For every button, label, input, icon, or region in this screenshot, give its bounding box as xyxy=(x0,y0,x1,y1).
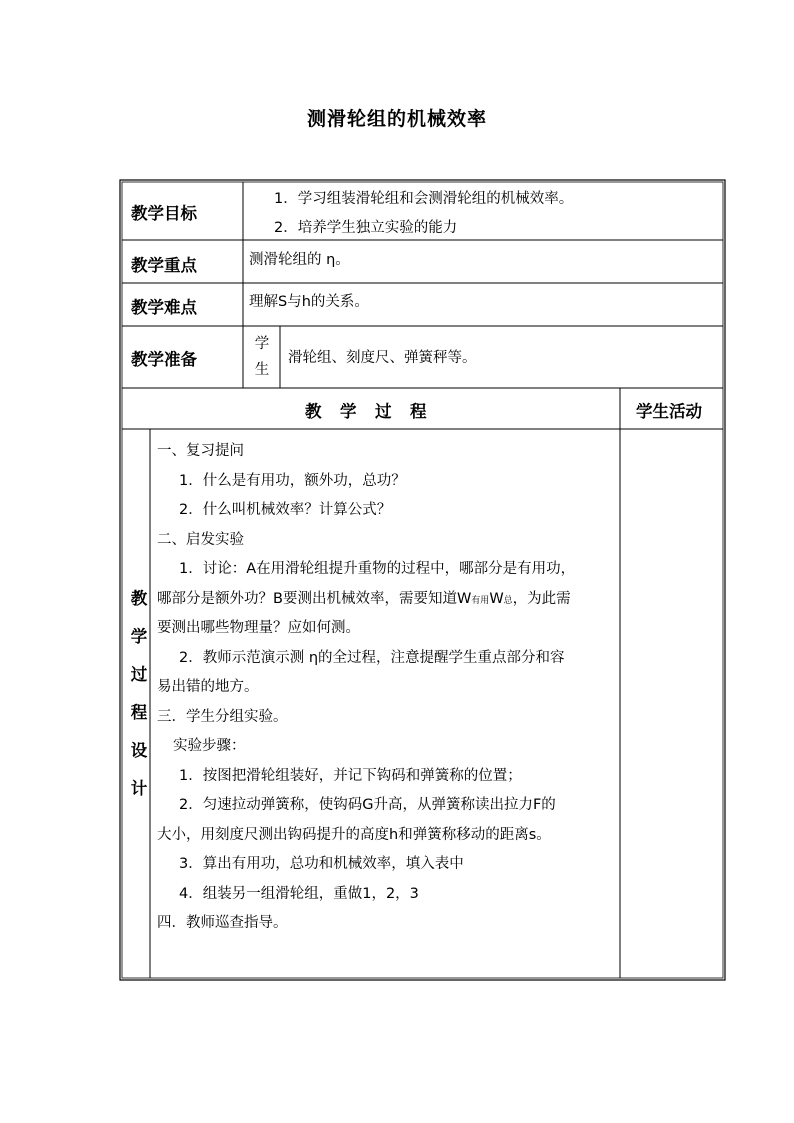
process-line xyxy=(157,585,617,615)
process-line: 实验步骤： xyxy=(173,738,246,754)
side-label-char: 设 xyxy=(130,741,148,760)
process-line: 二、启发实验 xyxy=(157,531,244,548)
process-line: 三．学生分组实验。 xyxy=(157,708,288,725)
process-line-part: ，为此需 xyxy=(512,590,571,607)
process-content xyxy=(157,437,617,939)
goal-item-1: 1．学习组装滑轮组和会测滑轮组的机械效率。 xyxy=(274,191,574,207)
process-line: 大小，用刻度尺测出钩码提升的高度h和弹簧称移动的距离s。 xyxy=(157,826,551,843)
side-label-char: 计 xyxy=(130,779,148,798)
process-header: 教 学 过 程 xyxy=(305,402,428,421)
difficulty-label: 教学难点 xyxy=(131,298,197,317)
process-line: 易出错的地方。 xyxy=(157,679,259,695)
goal-item-2: 2．培养学生独立实验的能力 xyxy=(274,220,458,236)
goal-label: 教学目标 xyxy=(131,204,197,223)
process-line: 1．什么是有用功，额外功，总功？ xyxy=(179,472,406,489)
side-label-char: 学 xyxy=(130,627,148,646)
process-line-part: W xyxy=(489,590,504,607)
process-line: 4．组装另一组滑轮组，重做1，2，3 xyxy=(179,885,419,902)
page-title: 测滑轮组的机械效率 xyxy=(306,108,487,130)
subscript-total: 总 xyxy=(503,595,513,606)
side-label-char: 过 xyxy=(130,665,148,684)
process-line: 1．讨论：A在用滑轮组提升重物的过程中，哪部分是有用功， xyxy=(179,561,576,577)
difficulty-text: 理解S与h的关系。 xyxy=(249,294,369,310)
process-line: 一、复习提问 xyxy=(157,443,244,459)
preparation-who-char: 学 xyxy=(254,336,270,352)
side-label-char: 教 xyxy=(130,589,148,608)
process-side-label xyxy=(128,580,150,808)
preparation-label: 教学准备 xyxy=(131,350,197,369)
process-line: 四．教师巡查指导。 xyxy=(157,915,288,931)
preparation-text: 滑轮组、刻度尺、弹簧秤等。 xyxy=(288,350,477,366)
key-point-text: 测滑轮组的 η。 xyxy=(249,252,350,268)
key-point-label: 教学重点 xyxy=(131,256,197,275)
process-line: 3．算出有用功，总功和机械效率，填入表中 xyxy=(179,856,464,872)
preparation-who xyxy=(253,331,271,383)
side-label-char: 程 xyxy=(130,703,148,722)
process-line: 2．教师示范演示测 η的全过程，注意提醒学生重点部分和容 xyxy=(179,649,565,666)
process-line-part: 哪部分是额外功？B要测出机械效率，需要知道W xyxy=(157,590,472,607)
process-line: 要测出哪些物理量？应如何测。 xyxy=(157,620,360,636)
process-line: 1．按图把滑轮组装好，并记下钩码和弹簧称的位置； xyxy=(179,767,522,784)
process-line: 2．什么叫机械效率？计算公式？ xyxy=(179,502,392,518)
subscript-useful: 有用 xyxy=(471,595,490,606)
process-line: 2．匀速拉动弹簧称，使钩码G升高，从弹簧称读出拉力F的 xyxy=(179,797,556,813)
preparation-who-char: 生 xyxy=(254,362,270,378)
activity-header: 学生活动 xyxy=(636,402,702,421)
student-activity-cell xyxy=(621,430,722,977)
